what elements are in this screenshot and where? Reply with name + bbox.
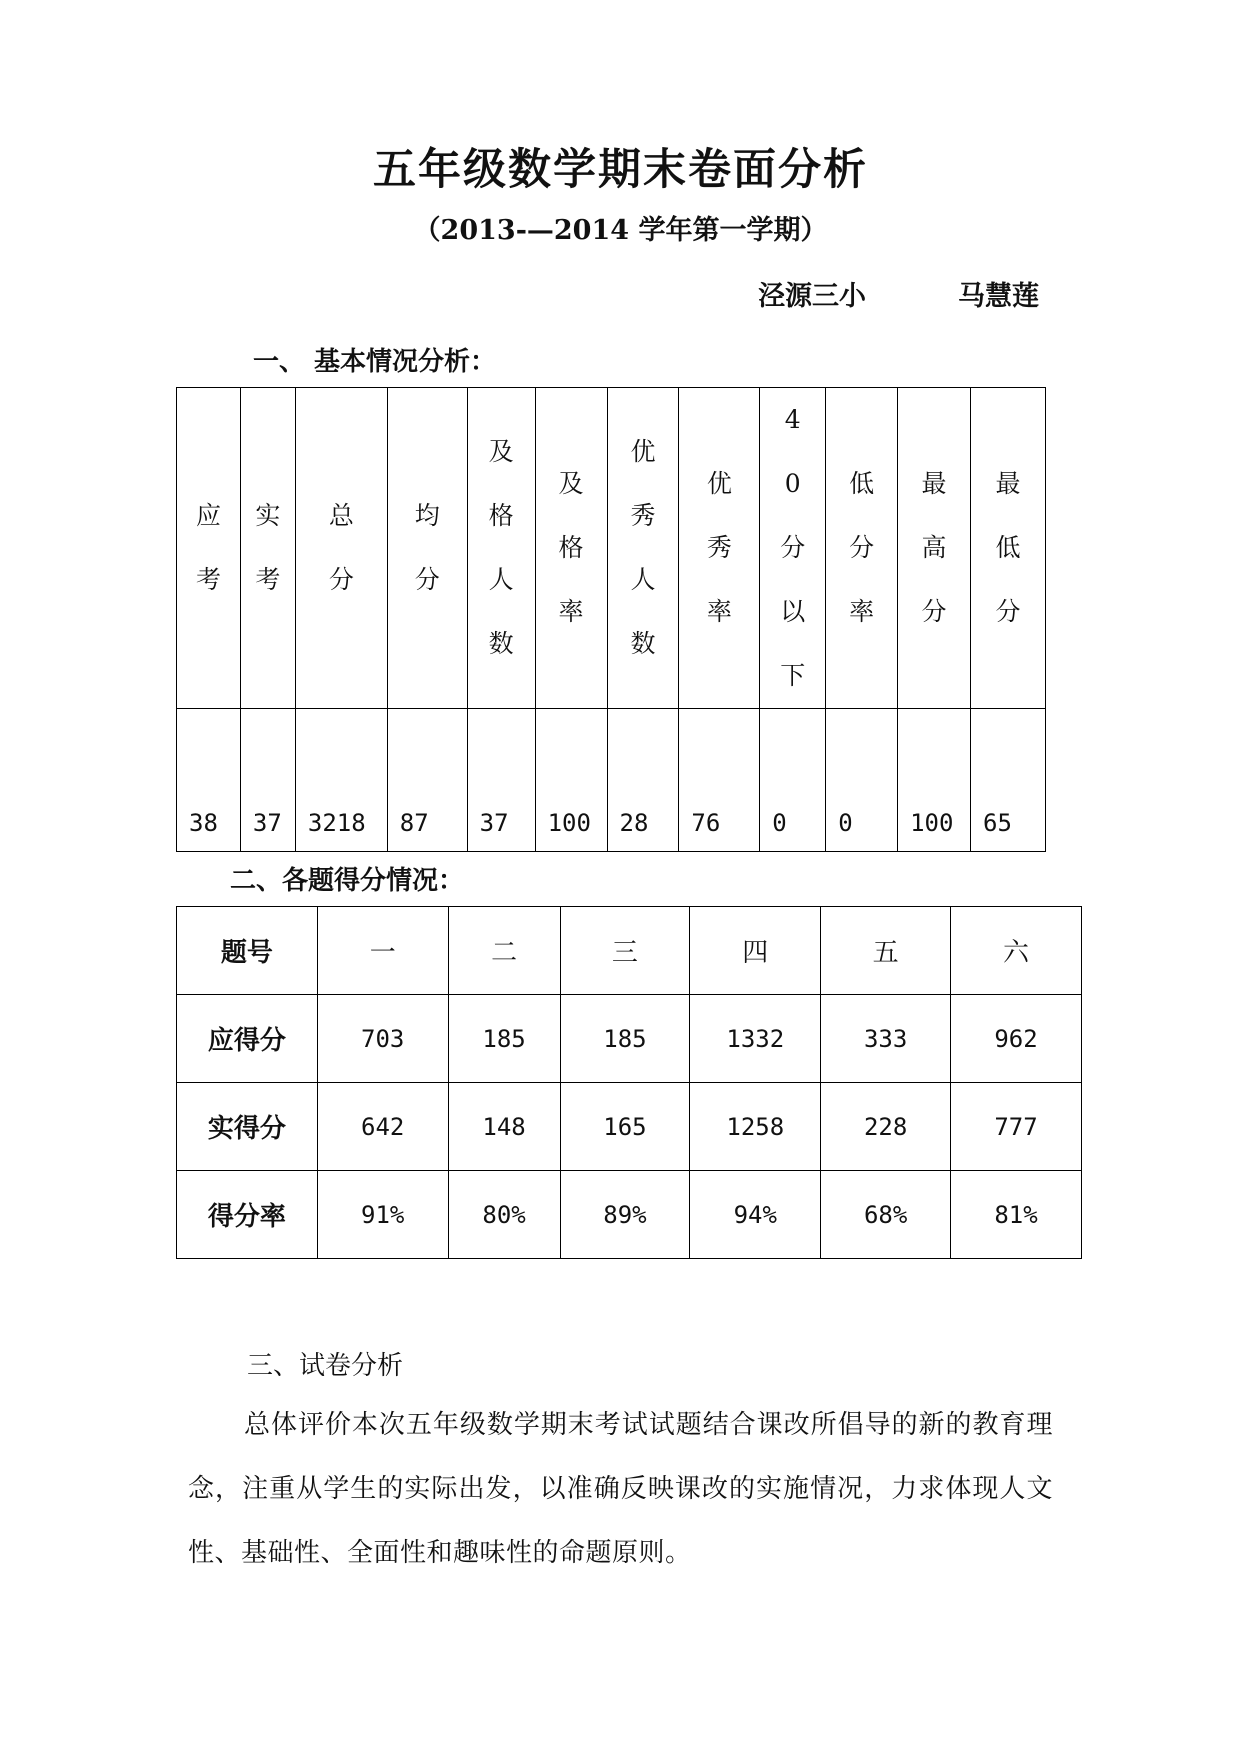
table-cell: 1332 [690, 995, 821, 1083]
table-cell: 94% [690, 1171, 821, 1259]
header-cell: 及格人数 [467, 388, 535, 709]
section-heading-analysis: 三、试卷分析 [247, 1351, 404, 1381]
value-cell: 0 [760, 709, 826, 852]
table-row [177, 995, 1082, 1083]
value-cell: 38 [177, 709, 241, 852]
header-cell: 最低分 [971, 388, 1046, 709]
row-label: 实得分 [177, 1083, 318, 1171]
section-heading-basic: 一、 基本情况分析： [253, 347, 497, 377]
analysis-paragraph: 总体评价本次五年级数学期末考试试题结合课改所倡导的新的教育理念，注重从学生的实际出发，以准确反映课改的实施情况，力求体现人文性、基础性、全面性和趣味性的命题原则。 [188, 1410, 1053, 1568]
header-cell: 均分 [387, 388, 467, 709]
value-cell: 28 [607, 709, 679, 852]
school-name: 泾源三小 [758, 281, 866, 312]
table-cell: 91% [317, 1171, 448, 1259]
page-subtitle: （2013-—2014 学年第一学期） [413, 215, 828, 246]
table-row [177, 1171, 1082, 1259]
table-cell: 642 [317, 1083, 448, 1171]
table-row [177, 907, 1082, 995]
column-header: 一 [317, 907, 448, 995]
header-cell: 最高分 [898, 388, 971, 709]
section-heading-scores: 二、各题得分情况： [230, 866, 465, 896]
table-cell: 148 [448, 1083, 560, 1171]
value-cell: 37 [467, 709, 535, 852]
value-cell: 87 [387, 709, 467, 852]
table-row [177, 1083, 1082, 1171]
table-cell: 962 [951, 995, 1082, 1083]
header-cell: 实考 [240, 388, 295, 709]
table-cell: 81% [951, 1171, 1082, 1259]
row-label: 得分率 [177, 1171, 318, 1259]
value-cell: 37 [240, 709, 295, 852]
header-cell: 及格率 [535, 388, 607, 709]
column-header: 题号 [177, 907, 318, 995]
table-cell: 185 [560, 995, 690, 1083]
value-cell: 65 [971, 709, 1046, 852]
table-cell: 228 [821, 1083, 951, 1171]
header-cell: 总分 [295, 388, 387, 709]
table-cell: 68% [821, 1171, 951, 1259]
table-cell: 89% [560, 1171, 690, 1259]
author-name: 马慧莲 [958, 281, 1039, 312]
table-cell: 1258 [690, 1083, 821, 1171]
column-header: 二 [448, 907, 560, 995]
value-cell: 76 [679, 709, 760, 852]
table-cell: 165 [560, 1083, 690, 1171]
value-cell: 3218 [295, 709, 387, 852]
value-cell: 100 [535, 709, 607, 852]
header-cell: 优秀人数 [607, 388, 679, 709]
table-cell: 185 [448, 995, 560, 1083]
header-cell: 40分以下 [760, 388, 826, 709]
value-cell: 100 [898, 709, 971, 852]
row-label: 应得分 [177, 995, 318, 1083]
table-cell: 777 [951, 1083, 1082, 1171]
column-header: 三 [560, 907, 690, 995]
table-cell: 703 [317, 995, 448, 1083]
value-cell: 0 [826, 709, 898, 852]
basic-stats-value-row [177, 709, 1046, 852]
header-cell: 低分率 [826, 388, 898, 709]
table-cell: 80% [448, 1171, 560, 1259]
question-scores-table [176, 906, 1082, 1259]
column-header: 六 [951, 907, 1082, 995]
table-cell: 333 [821, 995, 951, 1083]
column-header: 四 [690, 907, 821, 995]
basic-stats-table [176, 387, 1046, 852]
header-cell: 优秀率 [679, 388, 760, 709]
basic-stats-header-row [177, 388, 1046, 709]
header-cell: 应考 [177, 388, 241, 709]
column-header: 五 [821, 907, 951, 995]
page-title: 五年级数学期末卷面分析 [373, 145, 868, 195]
